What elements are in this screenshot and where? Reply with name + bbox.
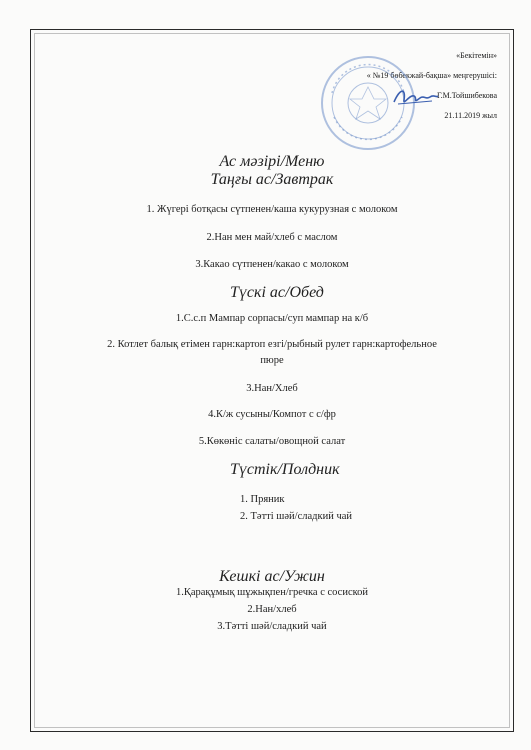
lunch-heading: Түскі ас/Обед: [230, 284, 324, 301]
approval-title: «Бекітемін»: [456, 51, 497, 60]
snack-heading: Түстік/Полдник: [230, 461, 340, 478]
approval-institution: « №19 бөбекжай-бақша» меңгерушісі:: [366, 71, 497, 80]
dinner-heading: Кешкі ас/Ужин: [219, 568, 325, 585]
lunch-item-continued: пюре: [260, 355, 284, 366]
dinner-item: 3.Тәтті шәй/сладкий чай: [217, 621, 327, 632]
approval-date: 21.11.2019 жыл: [444, 111, 497, 120]
lunch-item: 2. Котлет балық етімен гарн:картоп езгі/рыбный рулет гарн:картофельное: [107, 339, 437, 350]
lunch-item: 3.Нан/Хлеб: [246, 383, 298, 394]
breakfast-heading: Таңғы ас/Завтрак: [210, 171, 334, 188]
breakfast-item: 2.Нан мен май/хлеб с маслом: [206, 232, 338, 243]
dinner-item: 1.Қарақұмық шұжықпен/гречка с сосиской: [175, 587, 369, 598]
signature-icon: [392, 86, 440, 108]
snack-item: 2. Тәтті шәй/сладкий чай: [240, 511, 353, 522]
breakfast-item: 1. Жүгері ботқасы сүтпенен/каша кукурузная с молоком: [146, 204, 398, 215]
approval-signatory: Г.М.Тойшибекова: [436, 91, 497, 100]
lunch-item: 1.С.с.п Мампар сорпасы/суп мампар на к/б: [175, 313, 369, 324]
breakfast-item: 3.Какао сүтпенен/какао с молоком: [195, 259, 349, 270]
menu-title: Ас мәзірі/Меню: [219, 153, 325, 170]
snack-item: 1. Пряник: [240, 494, 285, 505]
lunch-item: 5.Көкөніс салаты/овощной салат: [198, 436, 346, 447]
dinner-item: 2.Нан/хлеб: [247, 604, 297, 615]
lunch-item: 4.К/ж сусыны/Компот с с/фр: [208, 409, 336, 420]
